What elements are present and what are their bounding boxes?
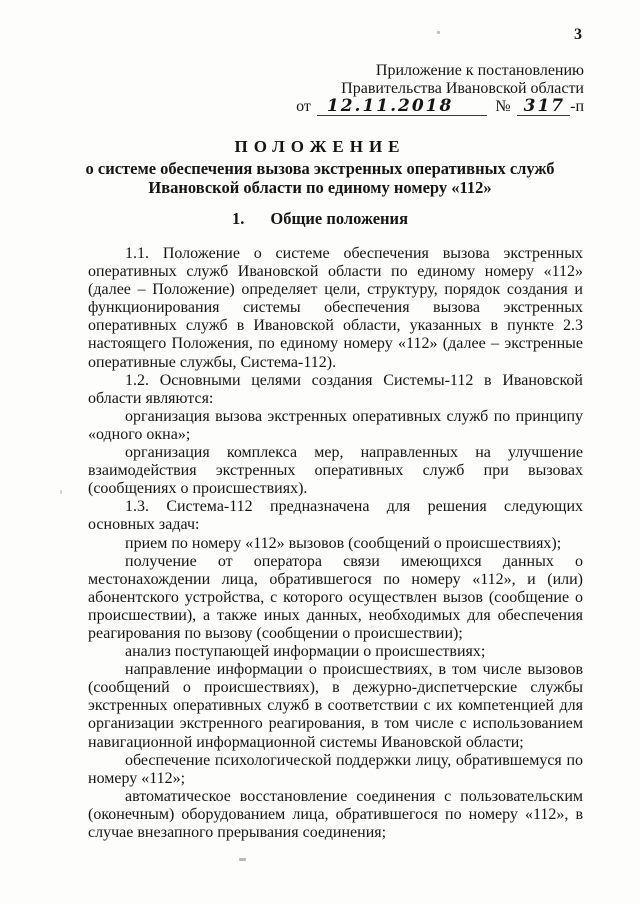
paragraph: организация комплекса мер, направленных на улучшение взаимодействия экстренных оперативных служб при вызовах (сообщениях о происшествиях).: [88, 444, 583, 498]
doc-number-suffix: -п: [570, 98, 584, 115]
scan-artifact-dash: [239, 858, 246, 861]
paragraph: 1.3. Система-112 предназначена для решения следующих основных задач:: [88, 498, 583, 534]
document-title: ПОЛОЖЕНИЕ: [234, 137, 406, 156]
body-text: [88, 245, 583, 842]
paragraph: 1.1. Положение о системе обеспечения вызова экстренных оперативных служб Ивановской области по единому номеру «112» (далее – Положение) определяет цели, структуру, порядок создания и функционирования системы обеспечения вызова экстренных оперативных служб в Ивановской области, указанных в пункте 2.3 настоящего Положения, по единому номеру «112» (далее – экстренные оперативные службы, Система-112).: [88, 245, 583, 371]
appendix-line-2: Правительства Ивановской области: [341, 79, 584, 97]
page-number: 3: [574, 26, 582, 43]
appendix-block: [0, 62, 584, 116]
paragraph: автоматическое восстановление соединения с пользовательским (оконечным) оборудованием лица, обратившегося по номеру «112», в случае внезапного прерывания соединения;: [88, 787, 583, 841]
scan-artifact-dot: [60, 490, 62, 494]
date-handwritten: 12.11.2018: [317, 98, 487, 116]
number-sign: №: [495, 98, 511, 115]
doc-number-handwritten: 317: [517, 98, 571, 116]
paragraph: направление информации о происшествиях, в том числе вызовов (сообщений о происшествиях), в дежурно-диспетчерские службы экстренных оперативных служб в соответствии с их компетенцией для организации экстренного реагирования, в том числе с использованием навигационной информационной системы Ивановской области;: [88, 661, 583, 751]
appendix-doc-line: [0, 98, 584, 116]
appendix-line-1: Приложение к постановлению: [375, 62, 584, 79]
subtitle-line-1: о системе обеспечения вызова экстренных оперативных служб: [85, 159, 555, 178]
subtitle-line-2: Ивановской области по единому номеру «112»: [148, 177, 492, 197]
paragraph: получение от оператора связи имеющихся данных о местонахождении лица, обратившегося по номеру «112», и (или) абонентского устройства, с которого осуществлен вызов (сообщение о происшествии), а также иных данных, необходимых для обеспечения реагирования по вызову (сообщении о происшествии);: [88, 552, 583, 642]
scan-artifact-speck: [540, 793, 542, 799]
paragraph: прием по номеру «112» вызовов (сообщений о происшествиях);: [125, 534, 562, 552]
from-label: от: [296, 98, 311, 115]
section-heading: [0, 209, 640, 229]
paragraph: обеспечение психологической поддержки лицу, обратившемуся по номеру «112»;: [88, 751, 583, 787]
section-number: 1.: [232, 209, 245, 228]
paragraph: анализ поступающей информации о происшествиях;: [125, 643, 486, 661]
section-title: Общие положения: [270, 209, 408, 228]
document-subtitle: [0, 160, 640, 197]
paragraph: организация вызова экстренных оперативных служб по принципу «одного окна»;: [88, 407, 583, 443]
scan-artifact-dot: [437, 31, 440, 34]
paragraph: 1.2. Основными целями создания Системы-112 в Ивановской области являются:: [88, 371, 583, 407]
